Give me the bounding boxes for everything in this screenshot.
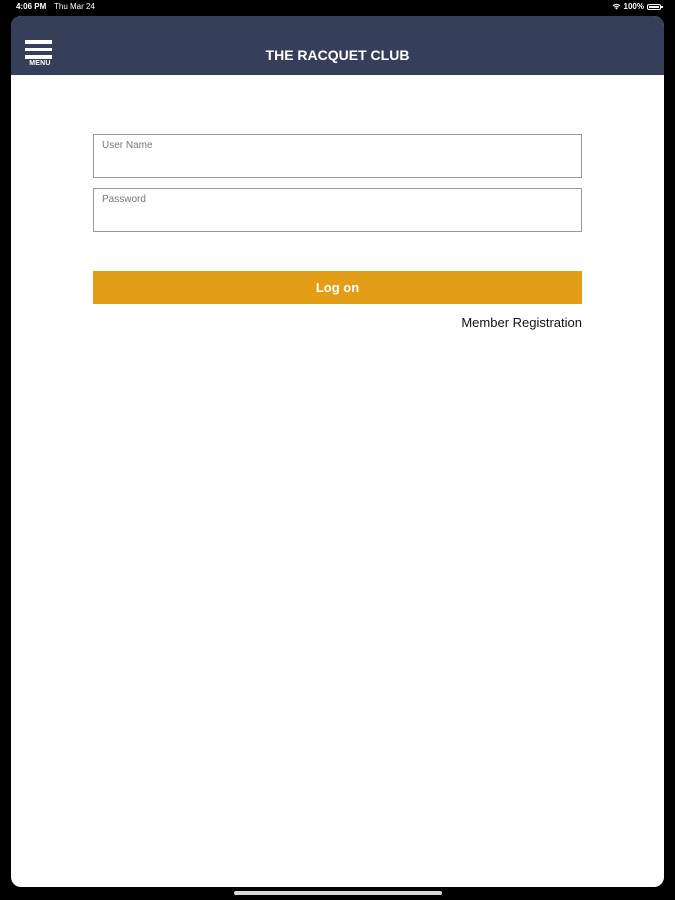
- menu-label: MENU: [29, 60, 51, 67]
- wifi-icon: [612, 3, 621, 10]
- home-indicator[interactable]: [234, 891, 442, 895]
- username-label: User Name: [102, 140, 153, 151]
- logon-button[interactable]: Log on: [93, 271, 582, 304]
- status-date: Thu Mar 24: [54, 2, 95, 11]
- status-time: 4:06 PM: [16, 2, 47, 11]
- battery-icon: [647, 4, 661, 10]
- page-title: THE RACQUET CLUB: [265, 47, 410, 63]
- battery-percent: 100%: [623, 2, 644, 11]
- status-bar: [0, 0, 675, 14]
- app-screen: [11, 16, 664, 887]
- password-label: Password: [102, 194, 146, 205]
- password-field[interactable]: [93, 188, 582, 232]
- member-registration-link[interactable]: Member Registration: [461, 315, 582, 330]
- status-indicators: [612, 2, 661, 11]
- username-field[interactable]: [93, 134, 582, 178]
- password-input[interactable]: [102, 207, 572, 227]
- navbar: [11, 16, 664, 75]
- username-input[interactable]: [102, 153, 572, 173]
